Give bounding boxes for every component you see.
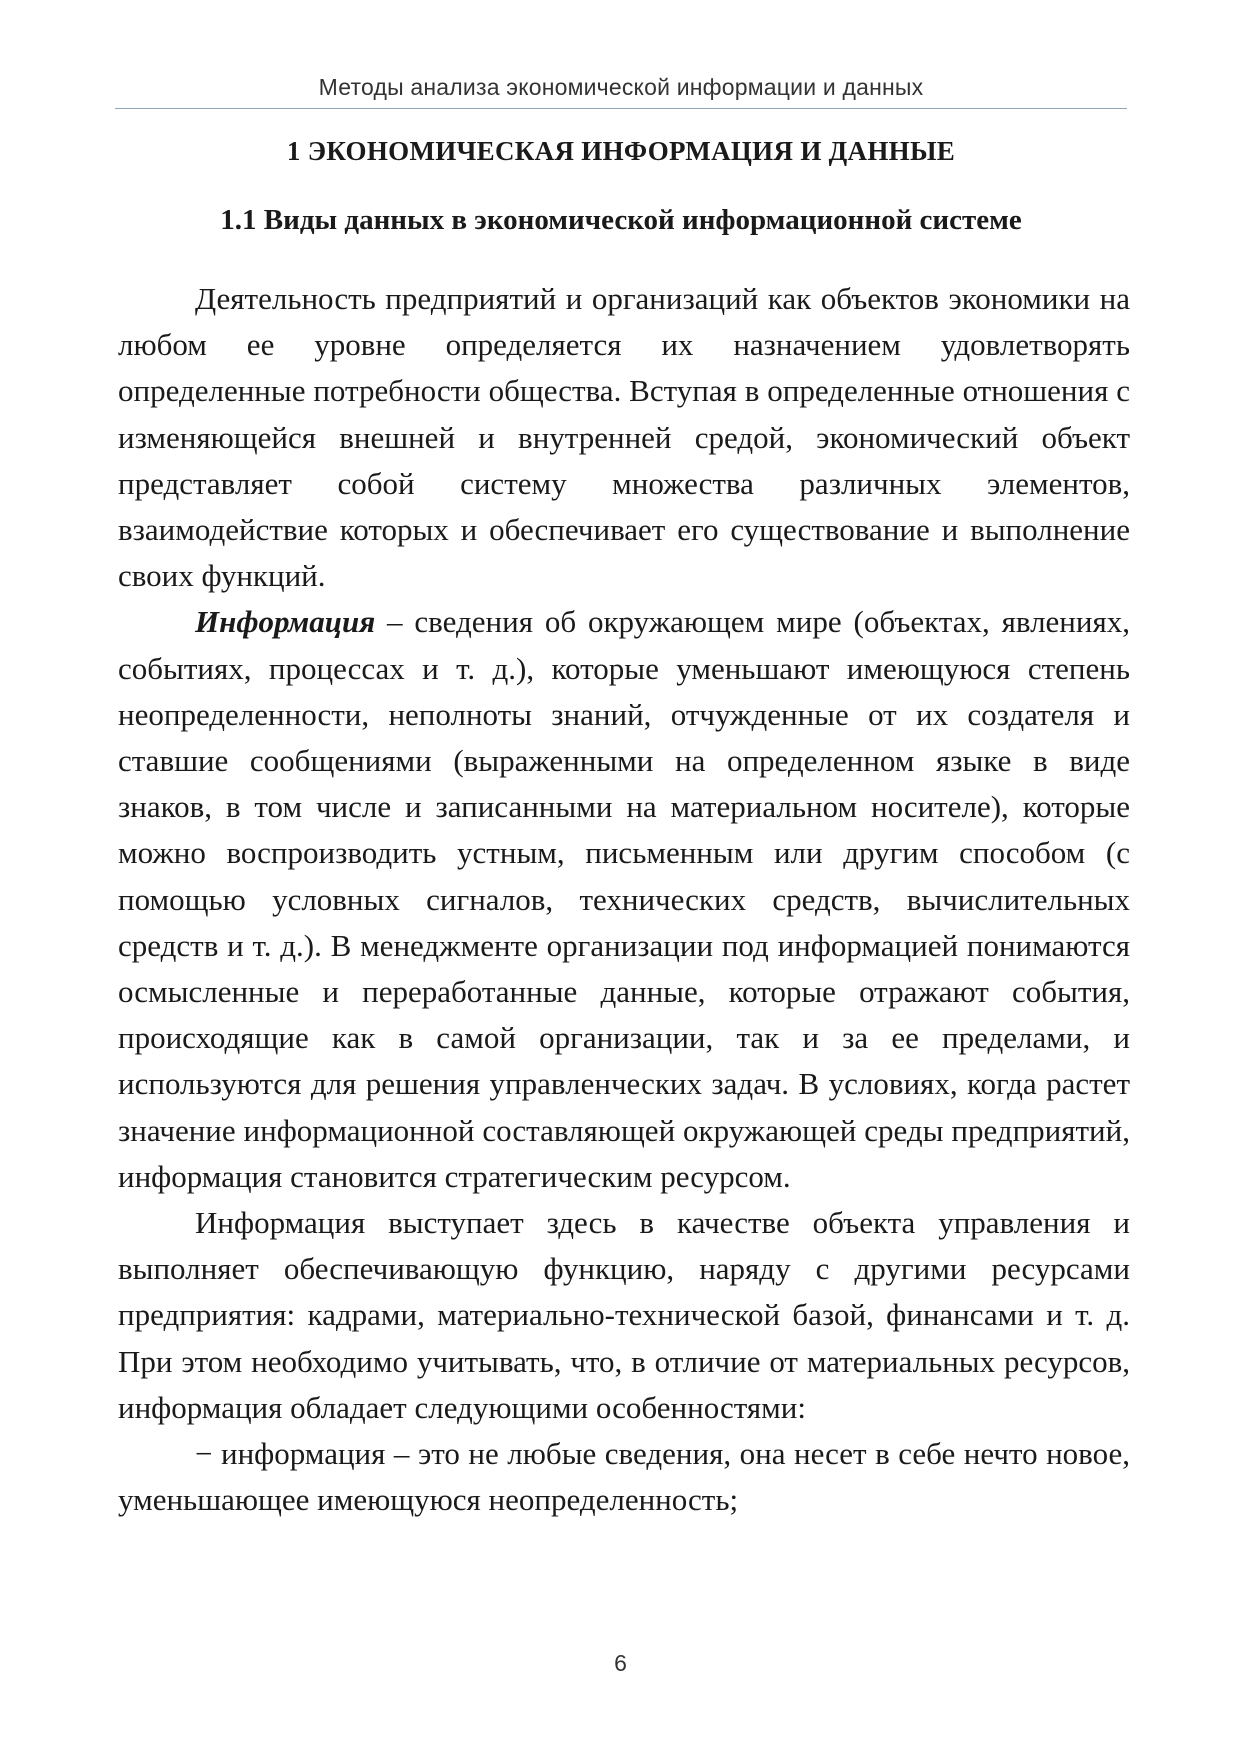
paragraph-information-role: Информация выступает здесь в качестве объекта управления и выполняет обеспечивающую функцию, наряду с другими ресурсами предприятия: кадрами, материально-технической базой, финансами и т. д. При этом необходимо учитывать, что, в отличие от материальных ресурсов, информация обладает следующими особенностями:: [118, 1205, 1130, 1425]
chapter-title: 1 ЭКОНОМИЧЕСКАЯ ИНФОРМАЦИЯ И ДАННЫЕ: [286, 136, 956, 166]
header-rule: [115, 108, 1127, 109]
body-text: [118, 276, 1130, 1523]
paragraph-activity: Деятельность предприятий и организаций как объектов экономики на любом ее уровне определяется их назначением удовлетворять определенные потребности общества. Вступая в определенные отношения с изменяющейся внешней и внутренней средой, экономический объект представляет собой систему множества различных элементов, взаимодействие которых и обеспечивает его существование и выполнение своих функций.: [118, 281, 1130, 594]
definition-text: – сведения об окружающем мире (объектах, явлениях, событиях, процессах и т. д.), которые уменьшают имеющуюся степень неопределенности, неполноты знаний, отчужденные от их создателя и ставшие сообщениями (выраженными на определенном языке в виде знаков, в том числе и записанными на материальном носителе), которые можно воспроизводить устным, письменным или другим способом (с помощью условных сигналов, технических средств, вычислительных средств и т. д.). В менеджменте организации под информацией понимаются осмысленные и переработанные данные, которые отражают события, происходящие как в самой организации, так и за ее пределами, и используются для решения управленческих задач. В условиях, когда растет значение информационной составляющей окружающей среды предприятий, информация становится стратегическим ресурсом.: [118, 604, 1130, 1194]
page-number: 6: [614, 1650, 627, 1676]
paragraph-information-definition: [118, 599, 1130, 1200]
term-information: Информация: [195, 604, 376, 640]
running-header: Методы анализа экономической информации и данных: [318, 74, 924, 100]
section-title: 1.1 Виды данных в экономической информационной системе: [220, 204, 1022, 236]
list-item-feature: − информация – это не любые сведения, она несет в себе нечто новое, уменьшающее имеющуюся неопределенность;: [118, 1436, 1130, 1518]
